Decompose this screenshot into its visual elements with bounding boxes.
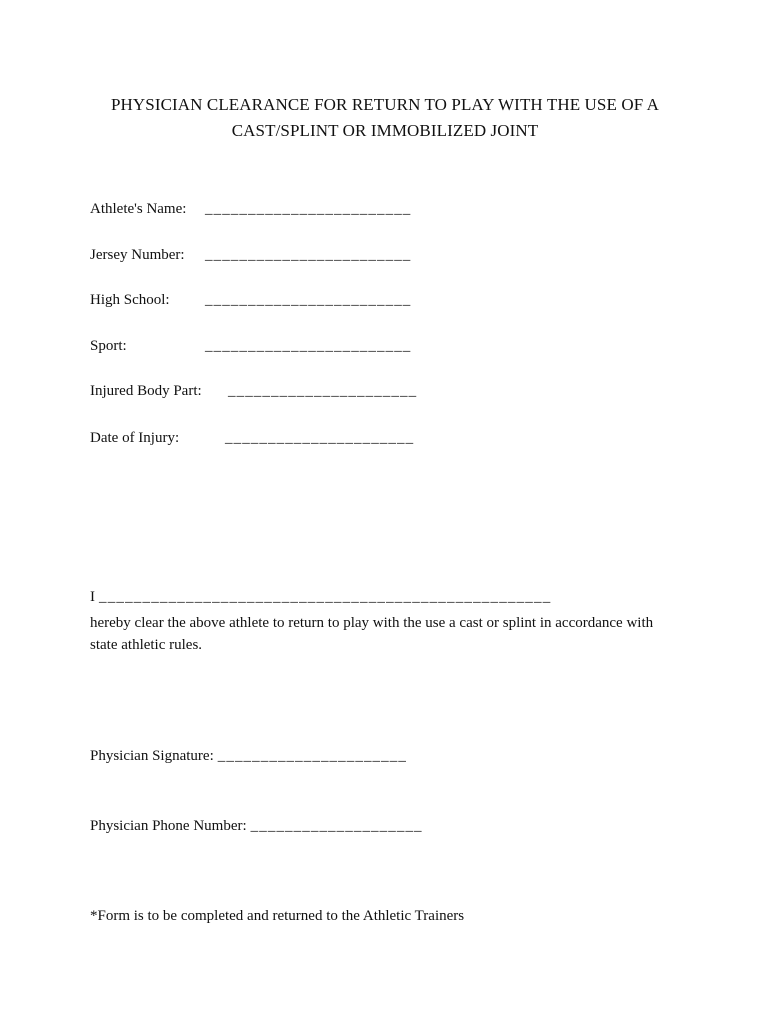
high-school-blank[interactable]: ________________________ <box>205 292 412 308</box>
clearance-statement: hereby clear the above athlete to return to play with the use a cast or splint in accordance with state athletic rules. <box>90 615 654 653</box>
jersey-number-label: Jersey Number: <box>90 247 185 263</box>
physician-signature-blank[interactable]: ______________________ <box>217 748 407 764</box>
injured-body-part-field <box>90 383 418 400</box>
sport-label: Sport: <box>90 338 127 354</box>
date-of-injury-label: Date of Injury: <box>90 430 180 446</box>
athlete-name-label: Athlete's Name: <box>90 201 187 217</box>
physician-signature-field <box>90 748 407 765</box>
date-of-injury-field <box>90 430 415 447</box>
sport-blank[interactable]: ________________________ <box>205 338 412 354</box>
sport-field <box>90 338 412 355</box>
form-title-line-1: PHYSICIAN CLEARANCE FOR RETURN TO PLAY WITH THE USE OF A <box>110 95 660 114</box>
jersey-number-field <box>90 247 412 264</box>
form-title-line-2: CAST/SPLINT OR IMMOBILIZED JOINT <box>231 121 539 140</box>
physician-signature-label: Physician Signature: <box>90 748 214 764</box>
clearance-prefix: I <box>90 589 95 605</box>
jersey-number-blank[interactable]: ________________________ <box>205 247 412 263</box>
high-school-label: High School: <box>90 292 170 308</box>
physician-name-blank[interactable]: ____________________________________________________ <box>99 589 552 605</box>
injured-body-part-blank[interactable]: ______________________ <box>228 383 418 399</box>
form-footnote: *Form is to be completed and returned to the Athletic Trainers <box>90 908 465 924</box>
clearance-name-line <box>90 589 551 606</box>
high-school-field <box>90 292 412 309</box>
injured-body-part-label: Injured Body Part: <box>90 383 202 399</box>
date-of-injury-blank[interactable]: ______________________ <box>225 430 415 446</box>
physician-phone-label: Physician Phone Number: <box>90 818 247 834</box>
physician-phone-blank[interactable]: ____________________ <box>250 818 423 834</box>
physician-phone-field <box>90 818 423 835</box>
athlete-name-field <box>90 201 412 218</box>
athlete-name-blank[interactable]: ________________________ <box>205 201 412 217</box>
